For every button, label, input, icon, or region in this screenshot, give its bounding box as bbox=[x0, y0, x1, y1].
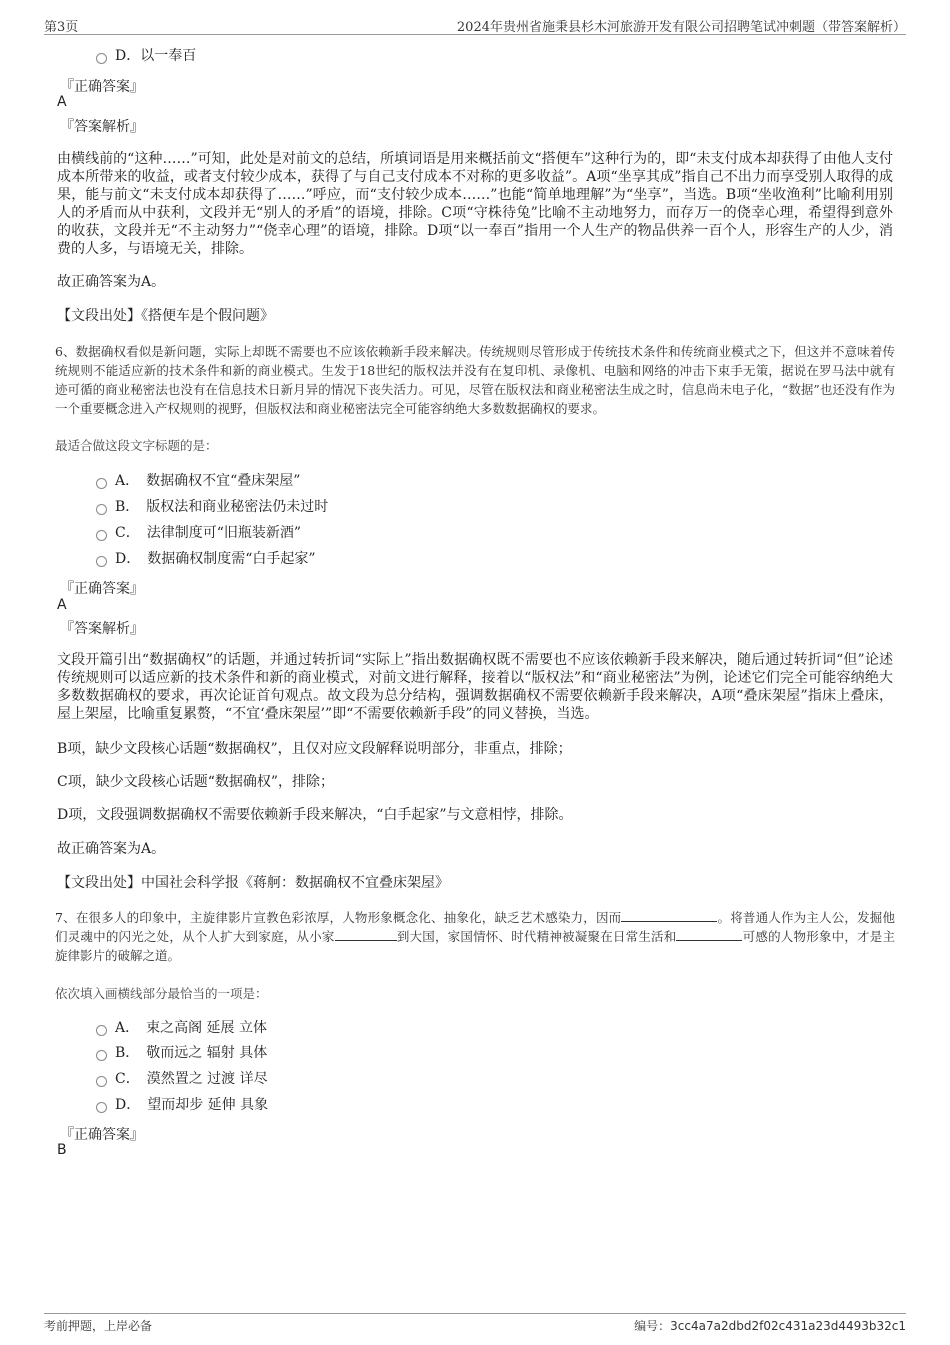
q6-option-c[interactable]: C． 法律制度可“旧瓶装新酒” bbox=[96, 524, 301, 542]
blank-1 bbox=[621, 909, 717, 922]
q5-option-d[interactable]: D．以一奉百 bbox=[96, 47, 196, 65]
q6-d-note: D项，文段强调数据确权不需要依赖新手段来解决，“白手起家”与文意相悖，排除。 bbox=[57, 807, 573, 823]
q6-option-d[interactable]: D． 数据确权制度需“白手起家” bbox=[96, 550, 316, 568]
document-title: 2024年贵州省施秉县杉木河旅游开发有限公司招聘笔试冲刺题（带答案解析） bbox=[456, 20, 906, 35]
page-footer bbox=[44, 1313, 906, 1334]
q5-answer: A bbox=[57, 94, 67, 110]
q6-b-note: B项，缺少文段核心话题“数据确权”，且仅对应文段解释说明部分，非重点，排除； bbox=[57, 741, 572, 757]
radio-icon[interactable] bbox=[96, 1102, 107, 1113]
q7-answer: B bbox=[57, 1142, 67, 1158]
q6-c-note: C项，缺少文段核心话题“数据确权”，排除； bbox=[57, 774, 335, 790]
q6-stem: 6、数据确权看似是新问题，实际上却既不需要也不应该依赖新手段来解决。传统规则尽管形成于传统技术条件和传统商业模式之下，但这并不意味着传统规则不能适应新的技术条件和新的商业模式。生发于18世纪的版权法并没有在复印机、录像机、电脑和网络的冲击下束手无策，据说在罗马法中就有迹可循的商业秘密法也没有在信息技术日新月异的情况下丧失活力。可见，尽管在版权法和商业秘密法生成之时，信息尚未电子化，“数据”也还没有作为一个重要概念进入产权规则的视野，但版权法和商业秘密法完全可能容纳绝大多数数据确权的要求。 bbox=[55, 344, 895, 416]
serial-label: 编号： bbox=[634, 1319, 671, 1333]
q7-option-c[interactable]: C． 漠然置之 过渡 详尽 bbox=[96, 1070, 268, 1088]
q5-analysis-tag: 『答案解析』 bbox=[60, 119, 144, 135]
q5-analysis: 由横线前的“这种……”可知，此处是对前文的总结，所填词语是用来概括前文“搭便车”这种行为的，即“未支付成本却获得了由他人支付成本所带来的收益，或者支付较少成本，获得了与自己支付成本不对称的更多收益”。A项“坐享其成”指自己不出力而享受别人取得的成果，能与前文“未支付成本却获得了……”呼应，而“支付较少成本……”也能“简单地理解”为“坐享”，当选。B项“坐收渔利”比喻利用别人的矛盾而从中获利，文段并无“别人的矛盾”的语境，排除。C项“守株待兔”比喻不主动地努力，而存万一的侥幸心理，希望得到意外的收获，文段并无“不主动努力”“侥幸心理”的语境，排除。D项“以一奉百”指用一个人生产的物品供养一百个人，形容生产的人少，消费的人多，与语境无关，排除。 bbox=[57, 151, 893, 257]
q6-source: 【文段出处】中国社会科学报《蒋舸：数据确权不宜叠床架屋》 bbox=[57, 875, 449, 891]
q6-analysis: 文段开篇引出“数据确权”的话题，并通过转折词“实际上”指出数据确权既不需要也不应该依赖新手段来解决，随后通过转折词“但”论述传统规则可以适应新的技术条件和新的商业模式，对前文进行解释，接着以“版权法”和“商业秘密法”为例，论述它们完全可能容纳绝大多数数据确权的要求，再次论证首句观点。故文段为总分结构，强调数据确权不需要依赖新手段来解决，A项“叠床架屋”指床上叠床，屋上架屋，比喻重复累赘，“不宜‘叠床架屋’”即“不需要依赖新手段”的同义替换，当选。 bbox=[57, 652, 893, 722]
q6-conclusion: 故正确答案为A。 bbox=[57, 841, 166, 857]
radio-icon[interactable] bbox=[96, 530, 107, 541]
q7-option-d[interactable]: D． 望而却步 延伸 具象 bbox=[96, 1096, 268, 1114]
radio-icon[interactable] bbox=[96, 53, 107, 64]
page-header bbox=[44, 14, 906, 35]
q6-answer: A bbox=[57, 597, 67, 613]
q6-analysis-tag: 『答案解析』 bbox=[60, 621, 144, 637]
blank-2 bbox=[335, 928, 397, 941]
radio-icon[interactable] bbox=[96, 478, 107, 489]
q5-conclusion: 故正确答案为A。 bbox=[57, 274, 166, 290]
q7-ask: 依次填入画横线部分最恰当的一项是： bbox=[55, 986, 268, 1001]
q5-answer-tag: 『正确答案』 bbox=[60, 79, 144, 95]
footer-serial bbox=[634, 1317, 906, 1334]
q7-answer-tag: 『正确答案』 bbox=[60, 1127, 144, 1143]
radio-icon[interactable] bbox=[96, 1025, 107, 1036]
footer-slogan: 考前押题，上岸必备 bbox=[44, 1319, 153, 1333]
radio-icon[interactable] bbox=[96, 1050, 107, 1061]
q6-ask: 最适合做这段文字标题的是： bbox=[55, 438, 218, 453]
q7-stem: 7、在很多人的印象中，主旋律影片宣教色彩浓厚，人物形象概念化、抽象化，缺乏艺术感染力，因而 。将普通人作为主人公，发掘他们灵魂中的闪光之处，从个人扩大到家庭，从小家 到大国，家国情怀、时代精神被凝聚在日常生活和 可感的人物形象中，才是主旋律影片的破解之道。 bbox=[55, 910, 895, 963]
q5-source: 【文段出处】《搭便车是个假问题》 bbox=[57, 308, 274, 324]
radio-icon[interactable] bbox=[96, 1076, 107, 1087]
q7-option-b[interactable]: B． 敬而远之 辐射 具体 bbox=[96, 1044, 267, 1062]
q6-option-b[interactable]: B． 版权法和商业秘密法仍未过时 bbox=[96, 498, 328, 516]
q6-option-a[interactable]: A． 数据确权不宜“叠床架屋” bbox=[96, 472, 300, 490]
serial-code: 3cc4a7a2dbd2f02c431a23d4493b32c1 bbox=[670, 1319, 906, 1333]
radio-icon[interactable] bbox=[96, 556, 107, 567]
q7-option-a[interactable]: A． 束之高阁 延展 立体 bbox=[96, 1019, 267, 1037]
page-number: 第3页 bbox=[44, 20, 79, 35]
blank-3 bbox=[676, 928, 742, 941]
radio-icon[interactable] bbox=[96, 504, 107, 515]
q6-answer-tag: 『正确答案』 bbox=[60, 581, 144, 597]
